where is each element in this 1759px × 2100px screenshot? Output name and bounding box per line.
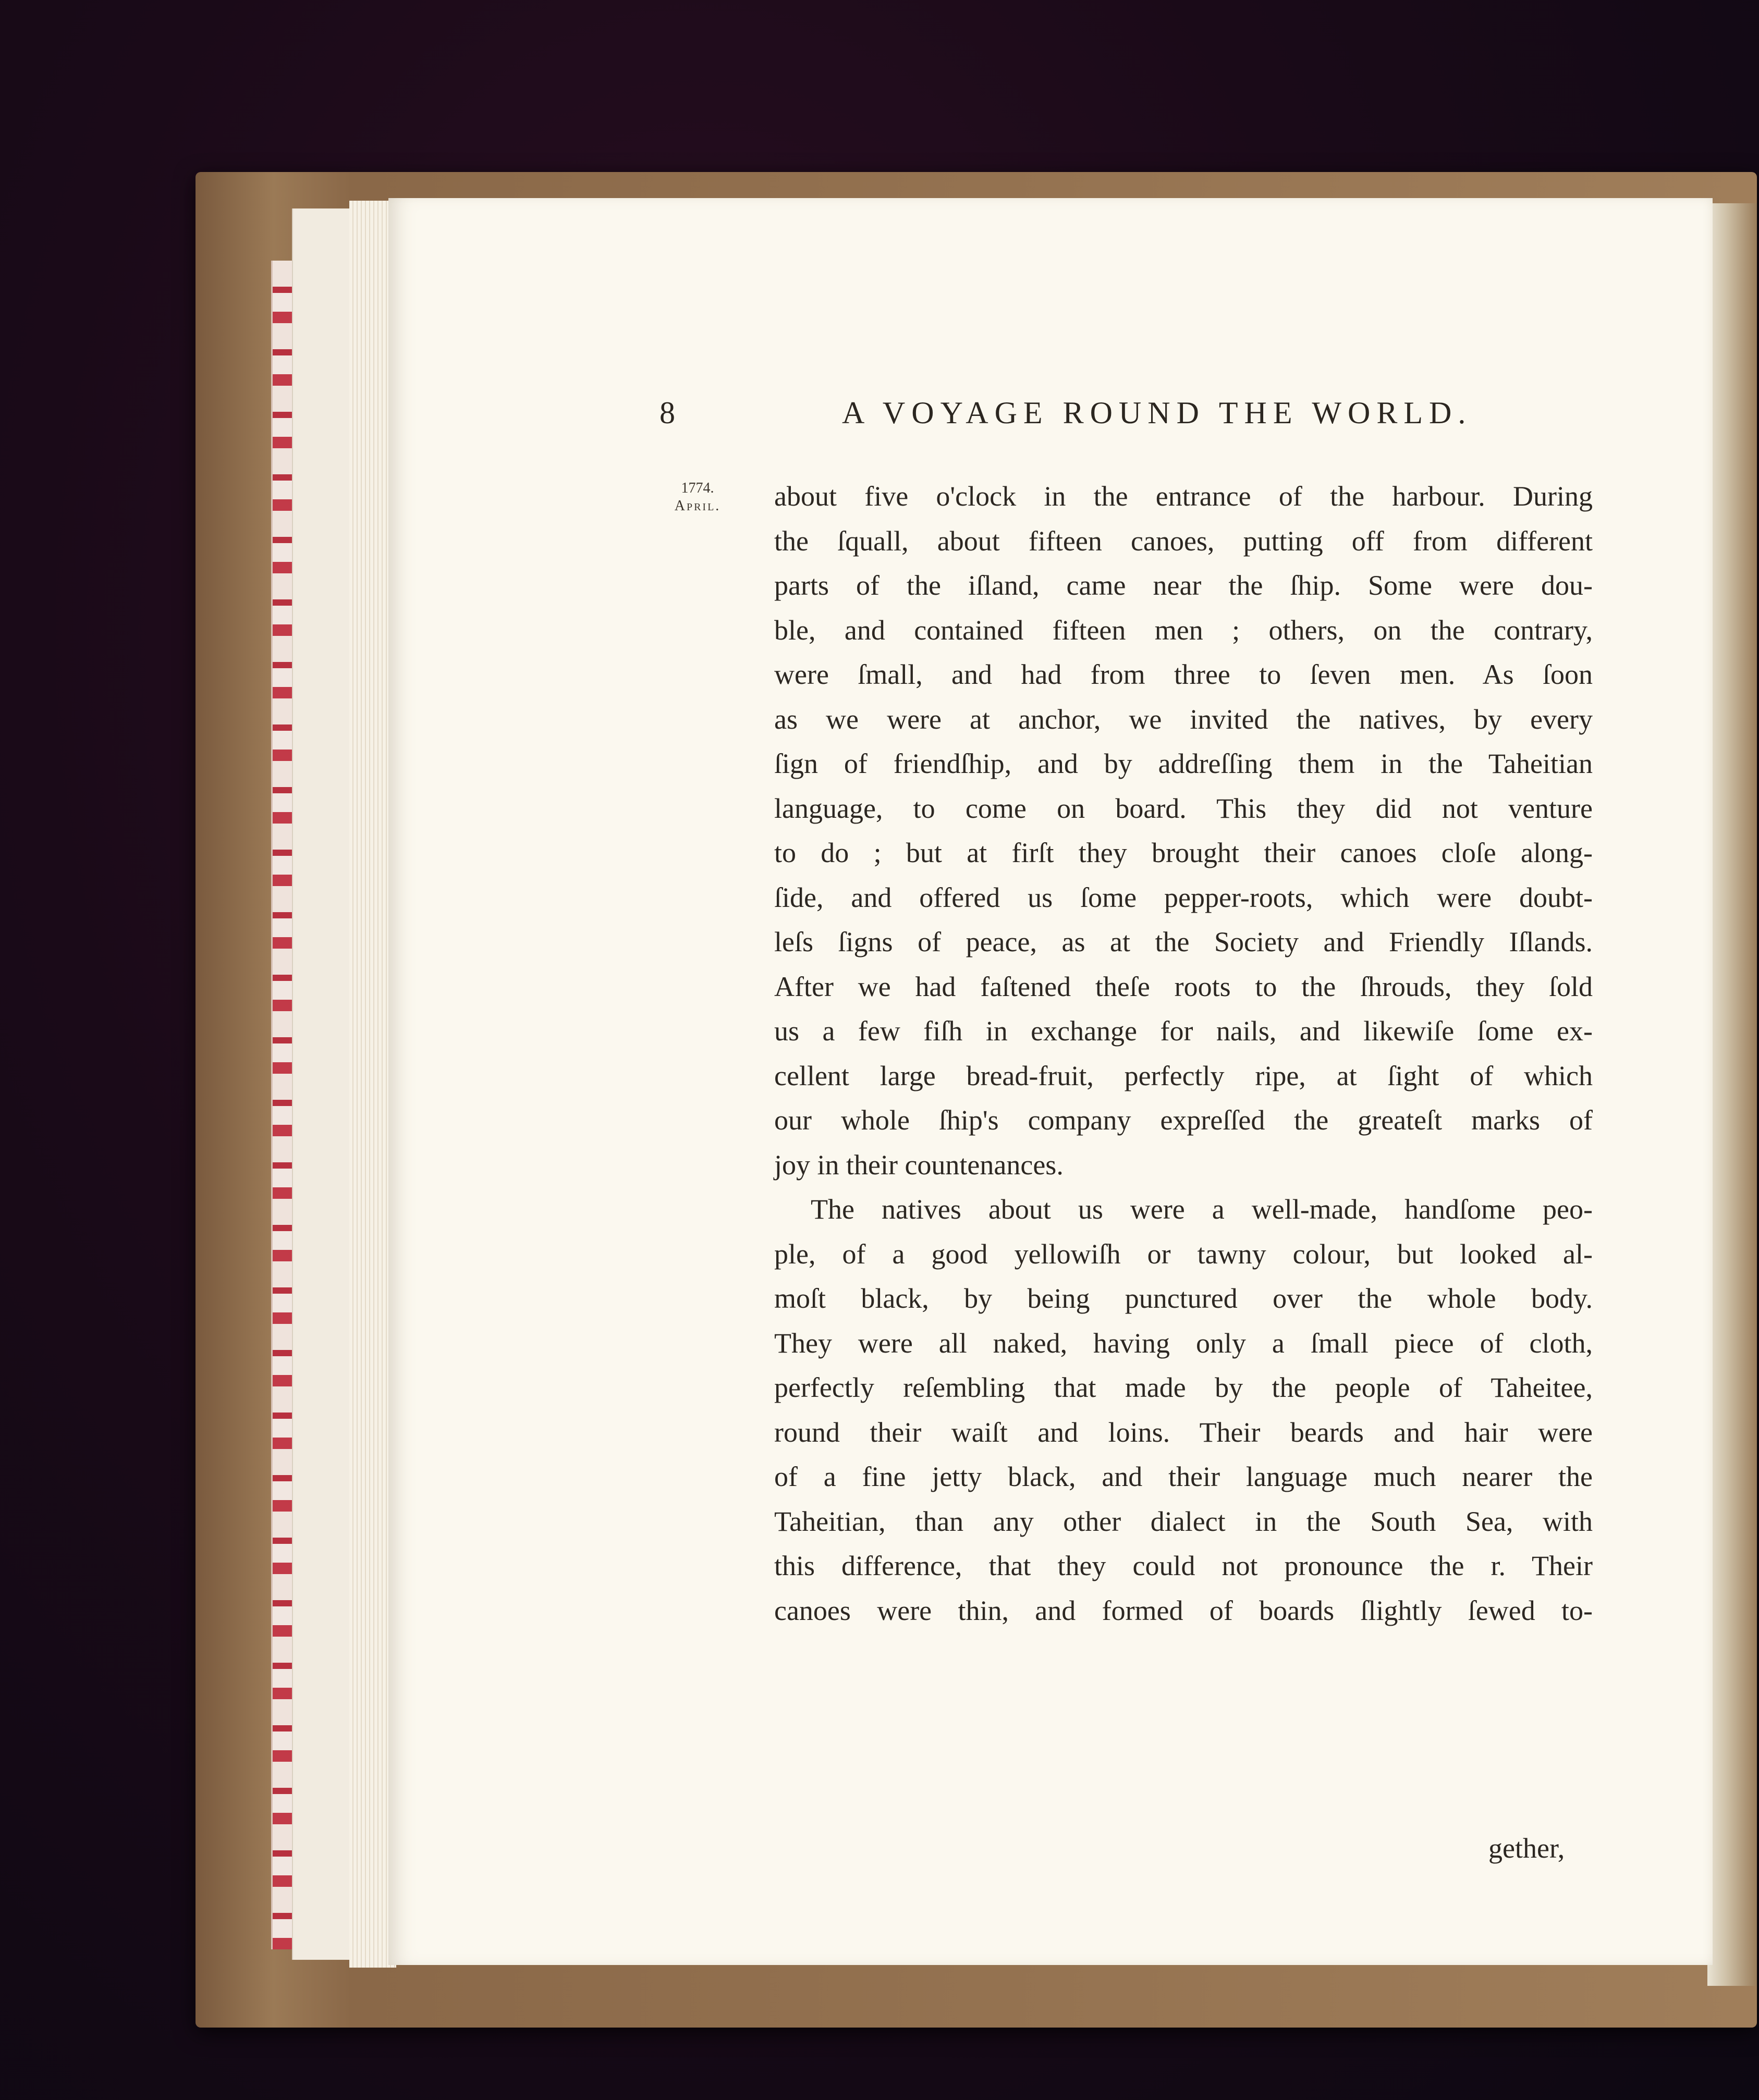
text-line: leſs ſigns of peace, as at the Society and Friendly Iſlands. [774,926,1593,957]
text-line: were ſmall, and had from three to ſeven men. As ſoon [774,659,1593,690]
text-line: After we had faſtened theſe roots to the ſhrouds, they ſold [774,971,1593,1002]
book-fore-edge [1707,203,1757,1986]
paragraph-1 [774,474,1593,1187]
text-line: ſign of friendſhip, and by addreſſing them in the Taheitian [774,748,1593,779]
text-line: us a few fiſh in exchange for nails, and likewiſe ſome ex- [774,1015,1593,1047]
catchword: gether, [1488,1833,1565,1864]
text-line: ple, of a good yellowiſh or tawny colour, but looked al- [774,1238,1593,1270]
text-line: joy in their countenances. [774,1149,1064,1181]
text-line: The natives about us were a well-made, handſome peo- [811,1194,1593,1225]
text-line: Taheitian, than any other dialect in the South Sea, with [774,1505,1593,1537]
text-line: moſt black, by being punctured over the whole body. [774,1283,1593,1314]
text-line: as we were at anchor, we invited the natives, by every [774,703,1593,735]
text-line: this difference, that they could not pronounce the r. Their [774,1550,1593,1581]
margin-note [658,480,737,515]
text-line: perfectly reſembling that made by the people of Taheitee, [774,1372,1593,1403]
text-line: ble, and contained fifteen men ; others, on the contrary, [774,614,1593,646]
body-text [774,474,1593,1633]
margin-note-month: April. [674,498,721,514]
paragraph-2 [774,1187,1593,1633]
text-line: the ſquall, about fifteen canoes, putting off from different [774,525,1593,557]
text-line: to do ; but at firſt they brought their canoes cloſe along- [774,837,1593,868]
text-line: They were all naked, having only a ſmall piece of cloth, [774,1327,1593,1359]
text-line: cellent large bread-fruit, perfectly ripe, at ſight of which [774,1060,1593,1091]
text-line: of a fine jetty black, and their language much nearer the [774,1461,1593,1492]
text-line: language, to come on board. This they did not venture [774,792,1593,824]
page-number: 8 [659,396,675,430]
running-title: A VOYAGE ROUND THE WORLD. [842,396,1472,430]
book-page [388,198,1713,1965]
text-line: ſide, and offered us ſome pepper-roots, which were doubt- [774,881,1593,913]
text-line: about five o'clock in the entrance of the harbour. During [774,481,1593,512]
text-line: our whole ſhip's company expreſſed the greateſt marks of [774,1104,1593,1136]
text-line: canoes were thin, and formed of boards ſlightly ſewed to- [774,1594,1593,1626]
text-line: round their waiſt and loins. Their beards and hair were [774,1416,1593,1448]
margin-note-year: 1774. [681,480,714,496]
text-line: parts of the iſland, came near the ſhip. Some were dou- [774,570,1593,601]
